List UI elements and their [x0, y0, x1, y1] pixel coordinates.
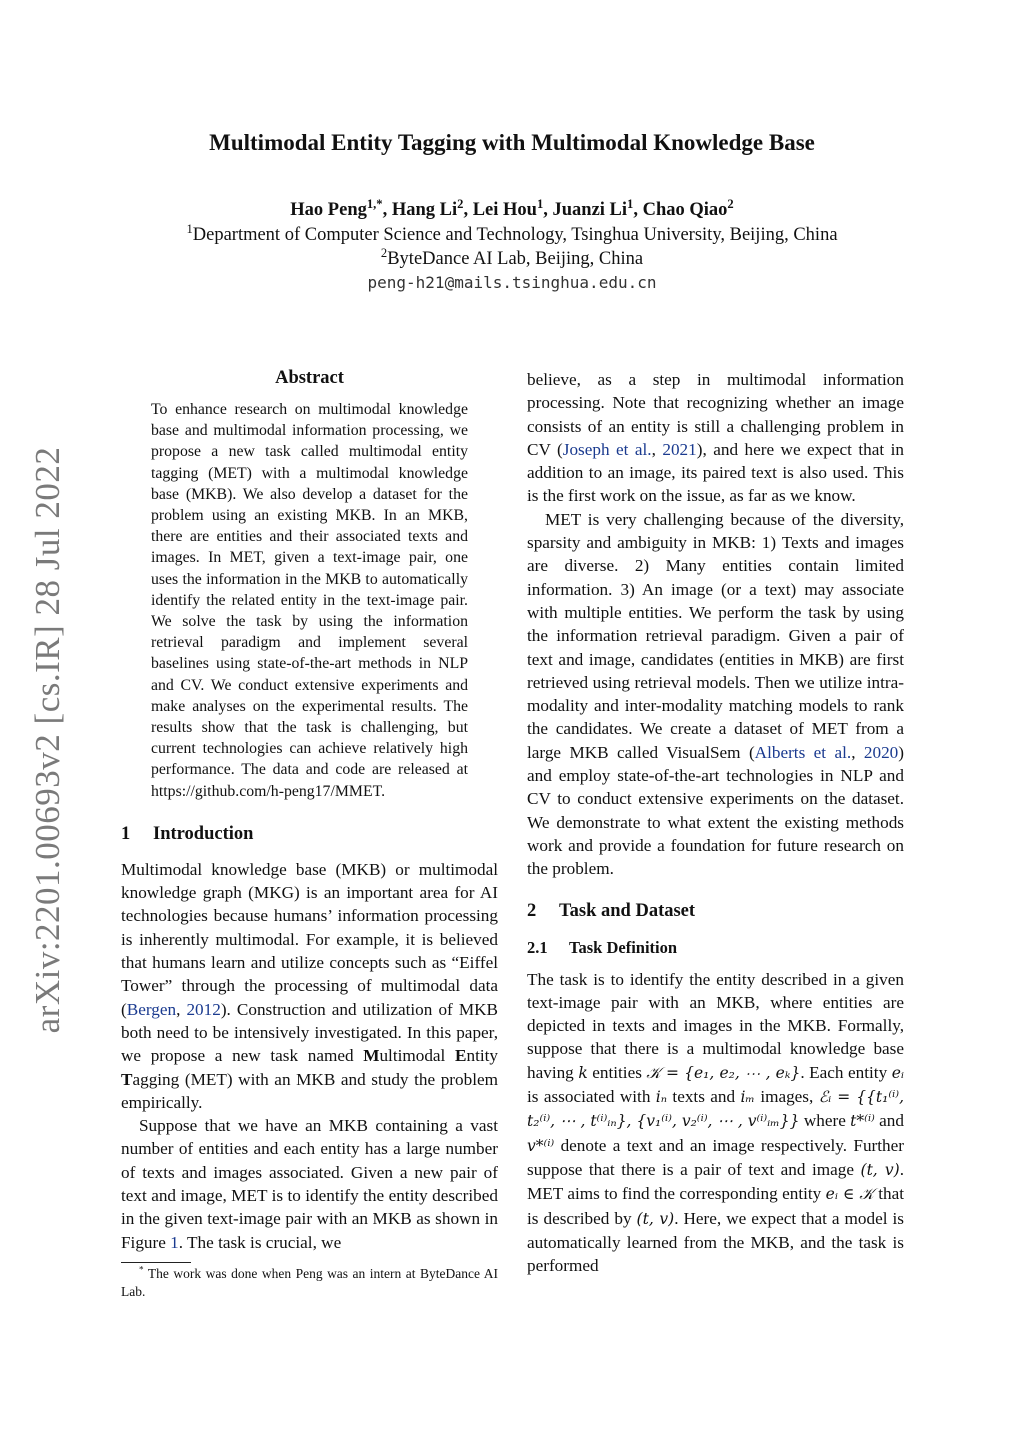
citation-year-link[interactable]: 2021: [662, 439, 697, 459]
right-column: [527, 368, 904, 1277]
intro-paragraph-2: Suppose that we have an MKB containing a vast number of entities and each entity has a large number of texts and images associated. Given a new pair of text and image, MET is to identify the entity described in the given text-image pair with an MKB as shown in Figure 1. The task is crucial, we: [121, 1116, 498, 1252]
section-heading-introduction: [121, 824, 498, 845]
left-column: [121, 368, 498, 1301]
footnote-divider: [121, 1262, 191, 1263]
author-name: Lei Hou: [472, 200, 537, 220]
section-title: Task and Dataset: [559, 900, 696, 921]
footnote-mark: *: [139, 1264, 144, 1275]
affiliation-text: Department of Computer Science and Technology, Tsinghua University, Beijing, China: [192, 225, 838, 245]
author-affiliation-mark: 1,*: [366, 196, 383, 211]
right-paragraph-2: MET is very challenging because of the diversity, sparsity and ambiguity in MKB: 1) Texts and images are diverse. 2) Many entities contain limited information. 3) An image (or a text) may associate with multiple entities. We perform the task by using the information retrieval paradigm. Given a pair of text and image, candidates (entities in MKB) are first retrieved using retrieval models. Then we utilize intra-modality and inter-modality matching models to rank the candidates. We create a dataset of MET from a large MKB called VisualSem (Alberts et al., 2020) and employ state-of-the-art technologies in NLP and CV to conduct extensive experiments on the dataset. We demonstrate to what extent the existing methods work and provide a foundation for future research on the problem.: [527, 509, 904, 879]
task-definition-paragraph: The task is to identify the entity described in a given text-image pair with an MKB, where entities are depicted in texts and images in the MKB. Formally, suppose that there is a multimodal knowledge base having k entities 𝒦 = {e₁, e₂, ⋯ , eₖ}. Each entity eᵢ is associated with iₙ texts and iₘ images, ℰᵢ = {{t₁⁽ⁱ⁾, t₂⁽ⁱ⁾, ⋯ , t⁽ⁱ⁾ᵢₙ}, {v₁⁽ⁱ⁾, v₂⁽ⁱ⁾, ⋯ , v⁽ⁱ⁾ᵢₘ}} where t*⁽ⁱ⁾ and v*⁽ⁱ⁾ denote a text and an image respectively. Further suppose that there is a pair of text and image (t, v). MET aims to find the corresponding entity eᵢ ∈ 𝒦 that is described by (t, v). Here, we expect that a model is automatically learned from the MKB, and the task is performed: [527, 969, 905, 1276]
citation-year-link[interactable]: 2020: [863, 742, 899, 762]
author-affiliation-mark: 1: [627, 196, 634, 211]
section-title: Introduction: [153, 823, 254, 844]
abstract-heading: Abstract: [275, 368, 344, 388]
footnote-text: The work was done when Peng was an intern at ByteDance AI Lab.: [121, 1265, 498, 1299]
affiliation-mark: 1: [186, 221, 193, 236]
subsection-title: Task Definition: [569, 937, 678, 957]
affiliation-mark: 2: [380, 245, 388, 260]
figure-reference-link[interactable]: 1: [170, 1232, 179, 1252]
right-paragraph-1: believe, as a step in multimodal information processing. Note that recognizing whether an image consists of an entity is still a challenging problem in CV (Joseph et al., 2021), and here we expect that in addition to an image, its paired text is also used. This is the first work on the issue, as far as we know.: [527, 370, 904, 506]
section-number: 2: [527, 900, 537, 921]
author-name: Hang Li: [391, 200, 458, 220]
author-email: peng-h21@mails.tsinghua.edu.cn: [367, 273, 657, 292]
author-affiliation-mark: 1: [536, 196, 544, 211]
affiliation-tsinghua: [0, 221, 1024, 246]
affiliation-text: ByteDance AI Lab, Beijing, China: [387, 249, 644, 269]
citation-year-link[interactable]: 2012: [186, 999, 221, 1019]
author-affiliation-mark: 2: [727, 196, 734, 211]
section-heading-task-and-dataset: [527, 901, 904, 922]
affiliation-bytedance: [0, 245, 1024, 270]
citation-link[interactable]: Joseph et al.: [562, 439, 652, 459]
section-number: 1: [121, 823, 131, 844]
citation-link[interactable]: Alberts et al.: [754, 742, 852, 762]
author-name: Juanzi Li: [552, 200, 628, 220]
author-list: Hao Peng$^{1,*}$, Hang Li$^2$, Lei Hou$^1$, Juanzi Li$^1$, Chao Qiao$^2$: [290, 196, 734, 220]
subsection-heading-task-definition: [527, 938, 904, 958]
citation-link[interactable]: Bergen: [126, 999, 177, 1019]
author-affiliation-mark: 2: [457, 196, 464, 211]
subsection-number: 2.1: [527, 937, 548, 957]
author-name: Hao Peng: [290, 200, 367, 220]
author-name: Chao Qiao: [642, 200, 728, 220]
abstract-text: To enhance research on multimodal knowledge base and multimodal information processing, we propose a new task called multimodal entity tagging (MET) with a multimodal knowledge base (MKB). We also develop a dataset for the problem using an existing MKB. In an MKB, there are entities and their associated texts and images. In MET, given a text-image pair, one uses the information in the MKB to automatically identify the related entity in the text-image pair. We solve the task by using the information retrieval paradigm and implement several baselines using state-of-the-art methods in NLP and CV. We conduct extensive experiments and make analyses on the experimental results. The results show that the task is challenging, but current technologies can achieve relatively high performance. The data and code are released at https://github.com/h-peng17/MMET.: [151, 401, 468, 800]
arxiv-identifier: arXiv:2201.00693v2 [cs.IR] 28 Jul 2022: [28, 446, 67, 1034]
intro-paragraph-1: Multimodal knowledge base (MKB) or multimodal knowledge graph (MKG) is an important area for AI technologies because humans’ information processing is inherently multimodal. For example, it is believed that humans learn and utilize concepts such as “Eiffel Tower” through the processing of multimodal data (Bergen, 2012). Construction and utilization of MKB both need to be intensively investigated. In this paper, we propose a new task named Multimodal Entity Tagging (MET) with an MKB and study the problem empirically.: [121, 859, 498, 1112]
footnote: [121, 1265, 498, 1301]
paper-title: Multimodal Entity Tagging with Multimodal Knowledge Base: [209, 130, 815, 155]
